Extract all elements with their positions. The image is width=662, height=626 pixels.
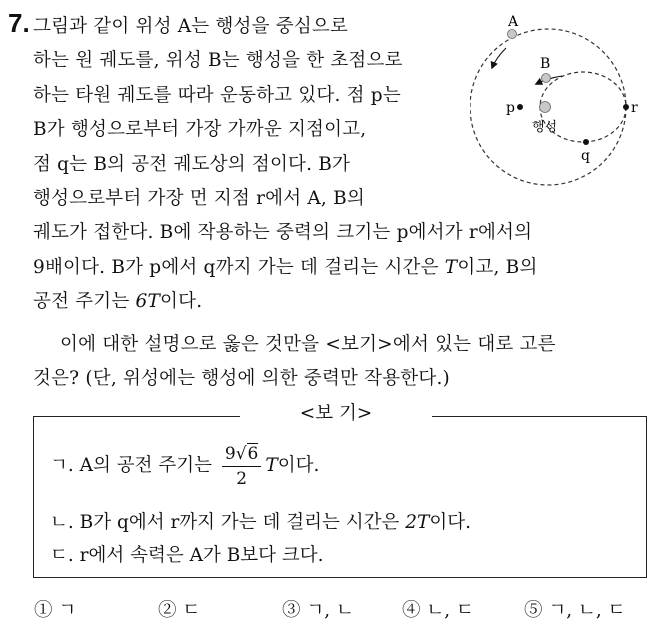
question-line-2: 하는 원 궤도를, 위성 B는 행성을 한 초점으로 [33, 50, 403, 71]
sqrt-6: 6 [247, 444, 259, 464]
point-q [583, 139, 589, 145]
label-r: r [631, 100, 638, 116]
choice-4[interactable]: ④ ㄴ, ㄷ [402, 600, 474, 621]
question-line-9-text: 공전 주기는 [33, 291, 136, 312]
choice-5[interactable]: ⑤ ㄱ, ㄴ, ㄷ [524, 600, 626, 621]
bogi-n-text: ㄴ. B가 q에서 r까지 가는 데 걸리는 시간은 [50, 512, 406, 533]
orbit-diagram [470, 10, 650, 195]
satellite-B [542, 74, 551, 83]
bogi-item-d: ㄷ. r에서 속력은 A가 B보다 크다. [50, 545, 324, 566]
question-line-9 [33, 287, 202, 313]
bogi-title: <보 기> [240, 399, 432, 425]
question-line-3: 하는 타원 궤도를 따라 운동하고 있다. 점 p는 [33, 85, 401, 106]
label-p: p [506, 100, 515, 116]
bogi-item-n [50, 508, 471, 534]
period-6T: 6T [135, 291, 161, 312]
question-line-8-tail: 이고, B의 [457, 257, 538, 278]
bogi-g-prefix: ㄱ. A의 공전 주기는 [50, 455, 212, 476]
label-B: B [540, 56, 551, 72]
bogi-n-tail: 이다. [429, 512, 472, 533]
bogi-g-T: T [265, 455, 278, 476]
bogi-n-2T: 2T [405, 512, 430, 533]
label-planet: 행성 [532, 120, 558, 135]
choice-1[interactable]: ① ㄱ [34, 600, 77, 621]
point-p [517, 104, 523, 110]
num-9: 9 [224, 444, 236, 464]
fraction-denominator: 2 [236, 469, 248, 489]
question-line-10: 이에 대한 설명으로 옳은 것만을 <보기>에서 있는 대로 고른 [60, 334, 556, 355]
question-line-1: 그림과 같이 위성 A는 행성을 중심으로 [33, 16, 349, 37]
bogi-item-g [50, 443, 319, 489]
bogi-g-tail: 이다. [277, 455, 320, 476]
question-line-9-tail: 이다. [160, 291, 203, 312]
planet [540, 102, 551, 113]
question-line-5: 점 q는 B의 공전 궤도상의 점이다. B가 [33, 154, 351, 175]
point-r [623, 104, 629, 110]
choice-3[interactable]: ③ ㄱ, ㄴ [282, 600, 354, 621]
arrow-A [492, 48, 506, 68]
satellite-A [508, 30, 517, 39]
fraction-numerator: 9√6 [222, 443, 262, 467]
question-number: 7. [8, 8, 30, 38]
question-line-11: 것은? (단, 위성에는 행성에 의한 중력만 작용한다.) [33, 368, 450, 389]
label-A: A [508, 14, 519, 30]
fraction [222, 443, 262, 489]
question-line-4: B가 행성으로부터 가장 가까운 지점이고, [33, 119, 367, 140]
time-T: T [444, 257, 458, 278]
question-line-8 [33, 253, 538, 279]
choice-2[interactable]: ② ㄷ [158, 600, 201, 621]
question-line-6: 행성으로부터 가장 먼 지점 r에서 A, B의 [33, 188, 365, 209]
question-line-7: 궤도가 접한다. B에 작용하는 중력의 크기는 p에서가 r에서의 [33, 222, 533, 243]
question-line-8-text: 9배이다. B가 p에서 q까지 가는 데 걸리는 시간은 [33, 257, 445, 278]
label-q: q [581, 148, 590, 164]
